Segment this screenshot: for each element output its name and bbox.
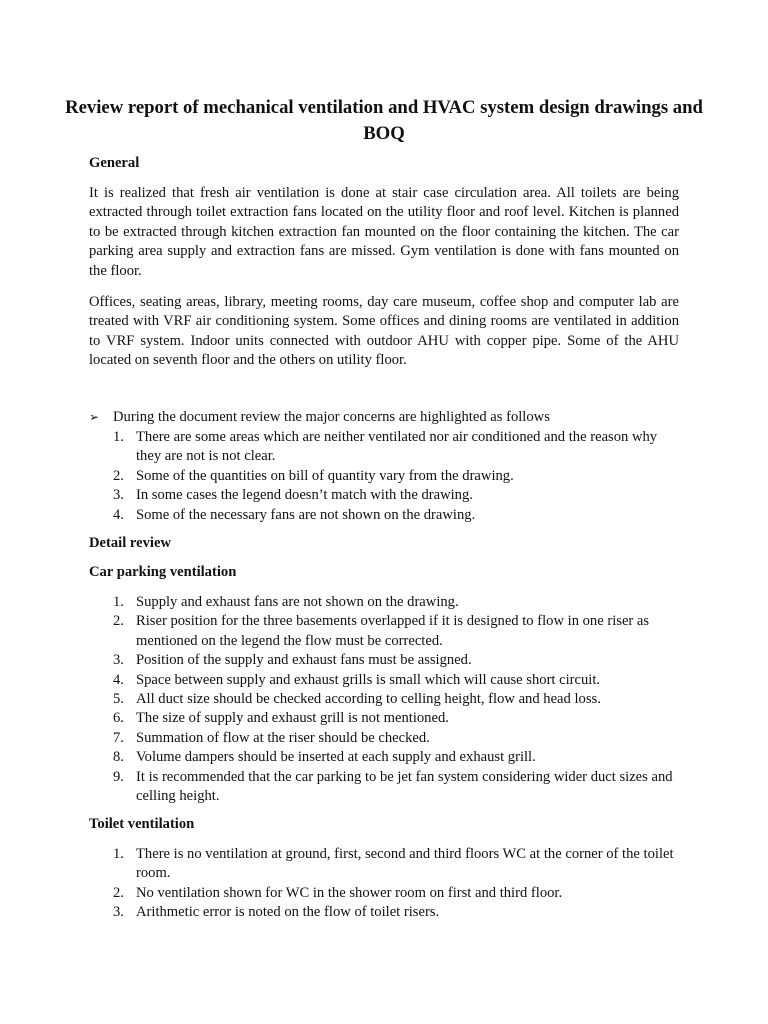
arrow-bullet-icon: ➢ xyxy=(89,410,100,424)
list-item-text: No ventilation shown for WC in the shower room on first and third floor. xyxy=(136,884,563,901)
list-item-text: Space between supply and exhaust grills is small which will cause short circuit. xyxy=(136,671,601,688)
general-heading: General xyxy=(89,155,140,171)
list-item-text: Some of the necessary fans are not shown on the drawing. xyxy=(136,506,476,523)
list-item-text: Position of the supply and exhaust fans must be assigned. xyxy=(136,652,472,669)
list-item-text: In some cases the legend doesn’t match with the drawing. xyxy=(136,487,473,504)
list-item-text: Riser position for the three basements overlapped if it is designed to flow in one riser as mentioned on the legend the flow must be corrected. xyxy=(136,613,650,649)
list-item-text: Arithmetic error is noted on the flow of toilet risers. xyxy=(136,904,440,921)
list-item xyxy=(89,709,679,728)
document-title: Review report of mechanical ventilation and HVAC system design drawings and BOQ xyxy=(65,97,703,144)
list-item xyxy=(89,768,679,807)
list-item-text: There are some areas which are neither ventilated nor air conditioned and the reason why they are not is not clear. xyxy=(136,429,658,465)
list-item-text: The size of supply and exhaust grill is not mentioned. xyxy=(136,710,449,727)
list-number: 3. xyxy=(113,904,124,921)
list-number: 4. xyxy=(113,671,124,688)
detail-review-heading: Detail review xyxy=(89,535,171,551)
toilet-ventilation-heading: Toilet ventilation xyxy=(89,816,195,832)
list-number: 1. xyxy=(113,594,124,610)
list-item xyxy=(89,428,679,467)
list-item xyxy=(89,884,679,903)
list-item xyxy=(89,729,679,748)
general-paragraph-1: It is realized that fresh air ventilation is done at stair case circulation area. All toilets are being extracted through toilet extraction fans located on the utility floor and roof level. Kitchen is planned to be extracted through kitchen extraction fan mounted on the floor containing the kitchen. The car parking area supply and extraction fans are missed. Gym ventilation is done with fans mounted on the floor. xyxy=(89,185,679,279)
list-item xyxy=(89,506,679,525)
list-number: 2. xyxy=(113,884,124,901)
list-item-text: Volume dampers should be inserted at each supply and exhaust grill. xyxy=(136,749,536,766)
list-item-text: Some of the quantities on bill of quantity vary from the drawing. xyxy=(136,467,514,484)
list-number: 1. xyxy=(113,429,124,445)
list-number: 3. xyxy=(113,487,124,504)
list-number: 5. xyxy=(113,691,124,708)
toilet-list xyxy=(89,845,679,923)
list-item xyxy=(89,748,679,767)
list-item xyxy=(89,845,679,884)
list-item xyxy=(89,903,679,922)
list-number: 7. xyxy=(113,729,124,746)
list-item xyxy=(89,690,679,709)
list-item-text: There is no ventilation at ground, first, second and third floors WC at the corner of the toilet room. xyxy=(136,846,674,882)
list-item xyxy=(89,671,679,690)
list-item xyxy=(89,612,679,651)
list-number: 4. xyxy=(113,506,124,523)
list-item xyxy=(89,651,679,670)
concerns-intro: During the document review the major concerns are highlighted as follows xyxy=(113,409,550,425)
car-parking-heading: Car parking ventilation xyxy=(89,564,237,580)
list-number: 2. xyxy=(113,613,124,630)
list-number: 1. xyxy=(113,846,124,862)
car-parking-list xyxy=(89,593,679,806)
concerns-bullet xyxy=(89,408,709,427)
list-item-text: Summation of flow at the riser should be checked. xyxy=(136,729,430,746)
list-item xyxy=(89,467,679,486)
list-item xyxy=(89,593,679,612)
list-item-text: Supply and exhaust fans are not shown on the drawing. xyxy=(136,594,459,610)
concerns-list xyxy=(89,428,679,525)
list-item-text: All duct size should be checked according to celling height, flow and head loss. xyxy=(136,691,601,708)
general-paragraph-2: Offices, seating areas, library, meeting rooms, day care museum, coffee shop and computer lab are treated with VRF air conditioning system. Some offices and dining rooms are ventilated in addition to VRF system. Indoor units connected with outdoor AHU with copper pipe. Some of the AHU located on seventh floor and the others on utility floor. xyxy=(89,294,679,369)
list-item xyxy=(89,486,679,505)
list-number: 8. xyxy=(113,749,124,766)
list-number: 6. xyxy=(113,710,124,727)
list-item-text: It is recommended that the car parking to be jet fan system considering wider duct sizes and celling height. xyxy=(136,768,673,805)
list-number: 9. xyxy=(113,768,124,785)
list-number: 3. xyxy=(113,652,124,669)
list-number: 2. xyxy=(113,467,124,484)
